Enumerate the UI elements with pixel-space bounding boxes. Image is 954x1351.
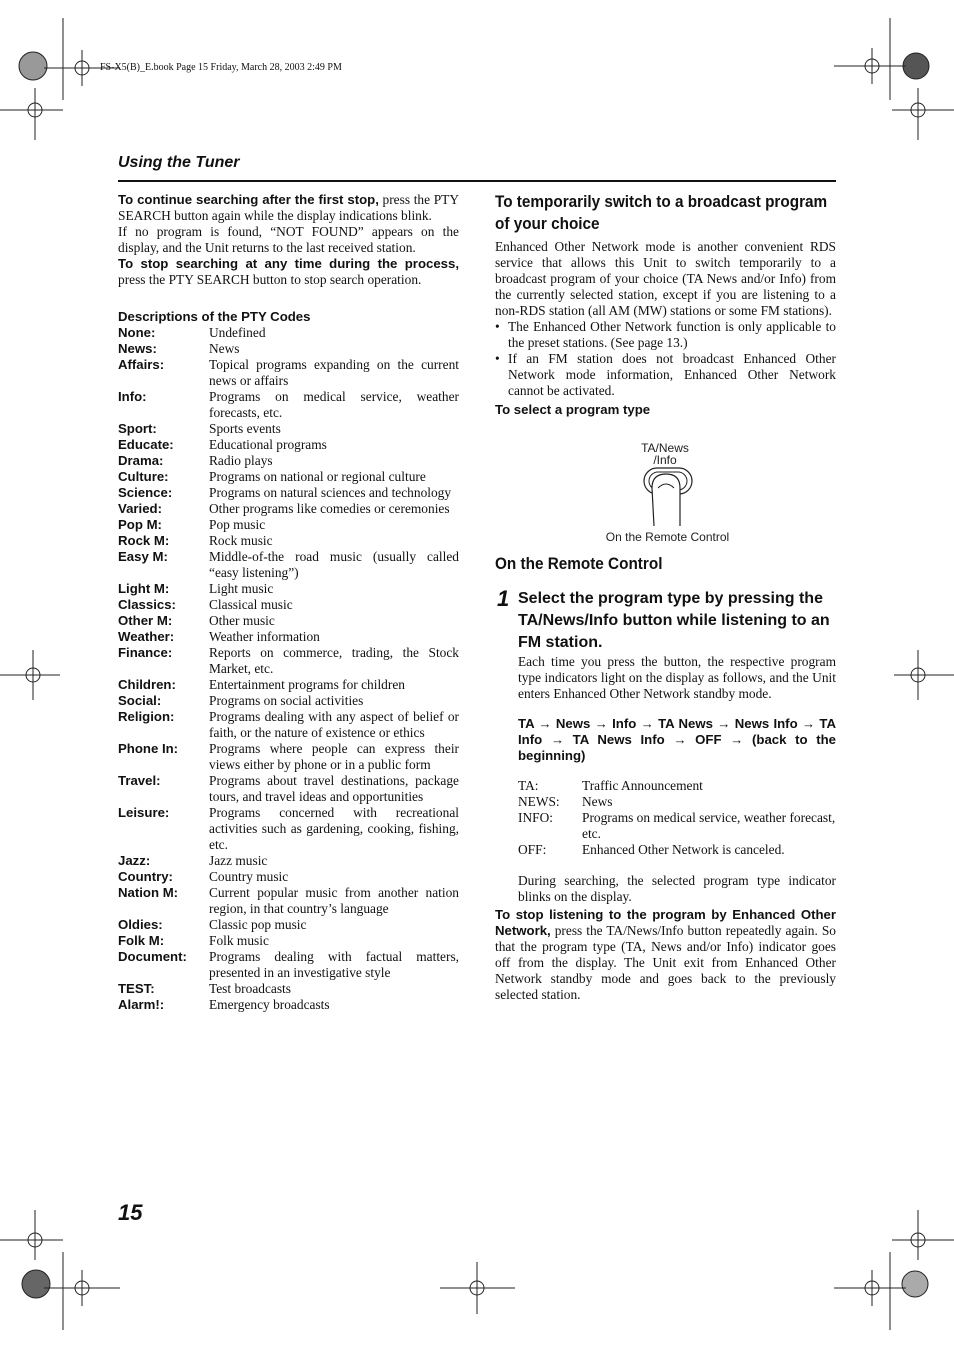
pty-title: Descriptions of the PTY Codes [118, 309, 311, 324]
searching-note: During searching, the selected program type indicator blinks on the display. [518, 873, 836, 904]
pty-code: Varied: [118, 501, 162, 516]
pty-row [118, 533, 459, 549]
pty-code: Alarm!: [118, 997, 165, 1012]
pty-description: Other music [209, 613, 275, 628]
pty-description: Programs on national or regional culture [209, 469, 426, 484]
step-body [518, 654, 836, 905]
pty-row [118, 805, 459, 853]
pty-description: Entertainment programs for children [209, 677, 405, 692]
pty-code: Other M: [118, 613, 173, 628]
pty-code: Weather: [118, 629, 175, 644]
definition-item: INFO: Programs on medical service, weather forecast, etc. [518, 810, 836, 841]
step-text: Each time you press the button, the respective program type indicators light on the display as follows, and the Unit enters Enhanced Other Network standby mode. [518, 654, 836, 701]
definition-item: TA: Traffic Announcement [518, 778, 703, 793]
pty-description: Folk music [209, 933, 269, 948]
pty-code: Affairs: [118, 357, 165, 372]
pty-code: Culture: [118, 469, 169, 484]
pty-description: Current popular music from another nation region, in that country’s language [209, 885, 459, 916]
pty-row [118, 885, 459, 917]
pty-description: News [209, 341, 240, 356]
intro-paragraph: Enhanced Other Network mode is another convenient RDS service that allows this Unit to switch temporarily to a broadcast program of your choice (TA News and/or Info) from the currently selected station, except if you are listening to a non-RDS station (all AM (MW) stations or some FM stations). [495, 239, 836, 318]
pty-description: Classic pop music [209, 917, 307, 932]
pty-row [118, 773, 459, 805]
header-rule [118, 180, 836, 182]
pty-row [118, 597, 459, 613]
pty-row [118, 629, 459, 645]
pty-code: Children: [118, 677, 176, 692]
figure-caption: On the Remote Control [605, 530, 730, 544]
pty-row [118, 869, 459, 885]
pty-description: Programs dealing with any aspect of belief or faith, or the nature of existence or ethics [209, 709, 459, 740]
pty-row [118, 933, 459, 949]
pty-row [118, 389, 459, 421]
pty-row [118, 357, 459, 389]
pty-description: Programs about travel destinations, package tours, and travel ideas and opportunities [209, 773, 459, 804]
select-type-label: To select a program type [495, 402, 651, 417]
pty-code: Nation M: [118, 885, 179, 900]
pty-list [118, 325, 459, 1013]
pty-code: Light M: [118, 581, 170, 596]
pty-description: Topical programs expanding on the current news or affairs [209, 357, 459, 388]
stop-listen-paragraph [495, 907, 836, 1003]
pty-code: Sport: [118, 421, 157, 436]
pty-description: Educational programs [209, 437, 327, 452]
bullet-text: If an FM station does not broadcast Enhanced Other Network mode information, Enhanced Other Network cannot be activated. [508, 351, 836, 398]
stop-listen-bold: To stop listening to the program by Enhanced Other Network, [495, 907, 836, 938]
pty-row [118, 981, 459, 997]
pty-row [118, 437, 459, 453]
pty-code: Classics: [118, 597, 176, 612]
bullet-item: • If an FM station does not broadcast Enhanced Other Network mode information, Enhanced Other Network cannot be activated. [495, 351, 836, 398]
pty-description: Jazz music [209, 853, 268, 868]
pty-code: TEST: [118, 981, 155, 996]
stop-bold: To stop searching at any time during the process, [118, 256, 459, 271]
pty-description: Emergency broadcasts [209, 997, 330, 1012]
button-label: TA/News /Info [641, 441, 689, 467]
pty-description: Undefined [209, 325, 266, 340]
left-column [118, 192, 459, 1013]
pty-description: Light music [209, 581, 274, 596]
pty-description: Country music [209, 869, 289, 884]
right-column-top [495, 191, 836, 417]
pty-description: Classical music [209, 597, 293, 612]
pty-code: News: [118, 341, 157, 356]
pty-row [118, 581, 459, 597]
stop-paragraph [118, 256, 459, 288]
print-info: FS-X5(B)_E.book Page 15 Friday, March 28, 2003 2:49 PM [100, 62, 342, 73]
bullet-item: • The Enhanced Other Network function is only applicable to the preset stations. (See page 13.) [495, 319, 836, 350]
pty-row [118, 997, 459, 1013]
pty-code: Religion: [118, 709, 175, 724]
pty-row [118, 853, 459, 869]
program-sequence: TA → News → Info → TA News → News Info → TA Info → TA News Info → OFF → (back to the beginning) [518, 716, 836, 763]
definition-item: NEWS: News [518, 794, 613, 809]
section-title: Using the Tuner [118, 154, 240, 171]
pty-code: Country: [118, 869, 173, 884]
finger-press-illustration [636, 466, 698, 528]
pty-row [118, 421, 459, 437]
definition-list [518, 778, 836, 858]
stop-listen-text: press the TA/News/Info button repeatedly again. So that the program type (TA, News and/or Info) indicator goes off from the display. The Unit exit from Enhanced Other Network standby mode and goes back to the previously selected station. [495, 923, 836, 1002]
pty-code: Rock M: [118, 533, 170, 548]
pty-code: Document: [118, 949, 187, 964]
pty-code: Info: [118, 389, 147, 404]
pty-code: Travel: [118, 773, 161, 788]
pty-description: Middle-of-the road music (usually called “easy listening”) [209, 549, 459, 580]
pty-description: Radio plays [209, 453, 273, 468]
remote-heading: On the Remote Control [495, 554, 663, 573]
pty-row [118, 469, 459, 485]
pty-code: Pop M: [118, 517, 162, 532]
pty-description: Programs on social activities [209, 693, 364, 708]
pty-code: Educate: [118, 437, 174, 452]
not-found-paragraph: If no program is found, “NOT FOUND” appears on the display, and the Unit returns to the last received station. [118, 224, 459, 255]
bullet-text: The Enhanced Other Network function is only applicable to the preset stations. (See page 13.) [508, 319, 836, 350]
pty-description: Programs concerned with recreational activities such as gardening, cooking, fishing, etc. [209, 805, 459, 852]
page-number: 15 [118, 1200, 143, 1225]
pty-code: Social: [118, 693, 162, 708]
pty-description: Pop music [209, 517, 266, 532]
continue-bold: To continue searching after the first stop, [118, 192, 379, 207]
switch-heading: To temporarily switch to a broadcast program of your choice [495, 192, 828, 233]
pty-row [118, 741, 459, 773]
pty-row [118, 693, 459, 709]
pty-description: Reports on commerce, trading, the Stock Market, etc. [209, 645, 459, 676]
pty-description: Programs where people can express their views either by phone or in a public form [209, 741, 459, 772]
continue-text: press the PTY SEARCH button again while the display indications blink. [118, 192, 459, 223]
pty-code: Phone In: [118, 741, 179, 756]
pty-code: Science: [118, 485, 173, 500]
pty-description: Programs dealing with factual matters, presented in an investigative style [209, 949, 459, 980]
pty-code: Leisure: [118, 805, 170, 820]
pty-code: Drama: [118, 453, 164, 468]
pty-code: None: [118, 325, 156, 340]
step-title: Select the program type by pressing the TA/News/Info button while listening to an FM station. [518, 590, 830, 651]
pty-description: Test broadcasts [209, 981, 291, 996]
pty-description: Programs on natural sciences and technology [209, 485, 452, 500]
pty-description: Other programs like comedies or ceremonies [209, 501, 450, 516]
pty-row [118, 949, 459, 981]
pty-row [118, 501, 459, 517]
pty-row [118, 485, 459, 501]
pty-description: Sports events [209, 421, 281, 436]
pty-row [118, 341, 459, 357]
pty-row [118, 645, 459, 677]
pty-row [118, 453, 459, 469]
pty-code: Easy M: [118, 549, 168, 564]
pty-description: Programs on medical service, weather forecasts, etc. [209, 389, 459, 420]
step-number: 1 [497, 586, 510, 611]
pty-code: Oldies: [118, 917, 163, 932]
pty-row [118, 709, 459, 741]
bullet-list [495, 319, 836, 399]
pty-row [118, 549, 459, 581]
pty-code: Jazz: [118, 853, 151, 868]
pty-row [118, 613, 459, 629]
pty-row [118, 325, 459, 341]
stop-text: press the PTY SEARCH button to stop search operation. [118, 272, 422, 287]
pty-row [118, 677, 459, 693]
pty-row [118, 917, 459, 933]
definition-item: OFF: Enhanced Other Network is canceled. [518, 842, 785, 857]
pty-row [118, 517, 459, 533]
pty-description: Rock music [209, 533, 273, 548]
pty-description: Weather information [209, 629, 320, 644]
pty-code: Folk M: [118, 933, 165, 948]
continue-paragraph [118, 192, 459, 224]
pty-code: Finance: [118, 645, 173, 660]
